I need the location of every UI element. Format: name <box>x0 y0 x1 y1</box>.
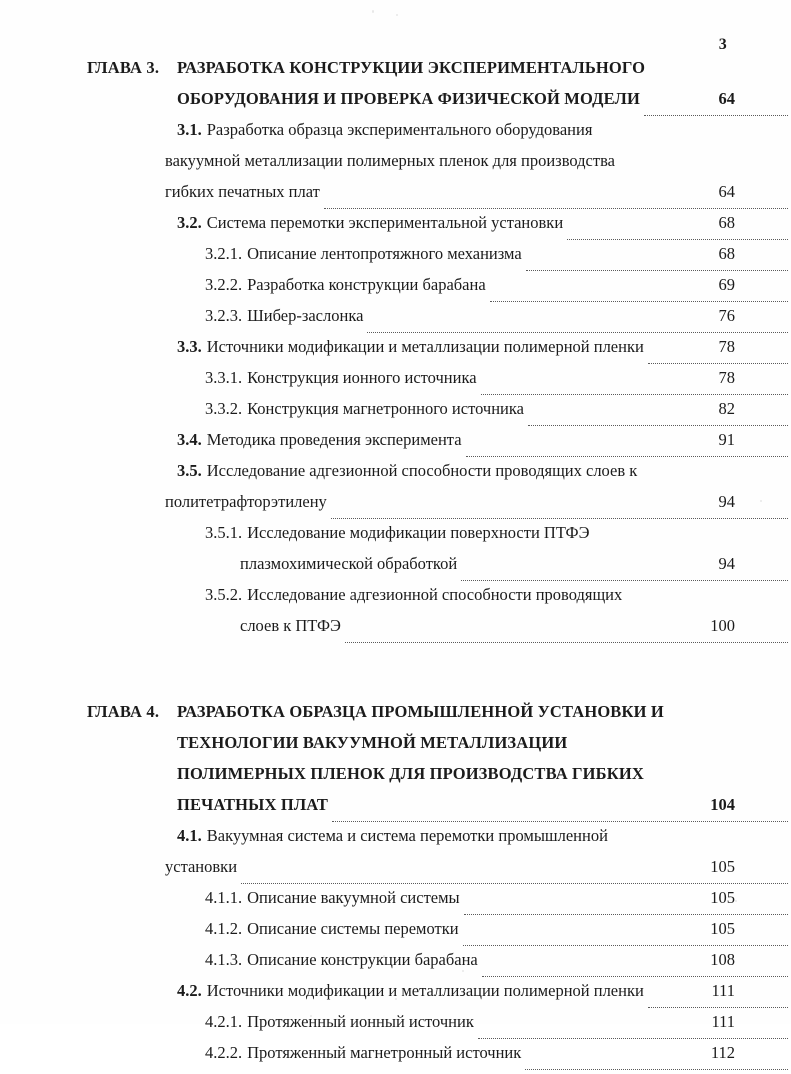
dot-leader <box>571 759 788 760</box>
dot-leader <box>644 114 788 116</box>
dot-leader <box>241 882 788 884</box>
toc-entry[interactable] <box>0 616 791 647</box>
dot-leader <box>567 238 788 240</box>
entry-number: 3.2.2. <box>205 275 243 294</box>
dot-leader <box>345 641 788 643</box>
toc-entry[interactable] <box>0 981 791 1012</box>
dot-leader <box>463 944 788 946</box>
entry-title: Описание системы перемотки <box>247 919 459 938</box>
entry-title: Методика проведения эксперимента <box>206 430 462 449</box>
dot-leader <box>332 820 788 822</box>
entry-page-number: 111 <box>711 1012 735 1031</box>
toc-entry[interactable] <box>0 337 791 368</box>
dot-leader <box>596 146 788 147</box>
entry-title: Разработка конструкции барабана <box>247 275 486 294</box>
toc-entry[interactable] <box>0 492 791 523</box>
scan-speckle <box>372 10 374 13</box>
entry-title: Описание конструкции барабана <box>247 950 478 969</box>
entry-page-number: 108 <box>710 950 735 969</box>
dot-leader <box>324 207 788 209</box>
entry-title: Исследование адгезионной способности проводящих слоев к <box>206 461 638 480</box>
entry-number: 4.1.3. <box>205 950 243 969</box>
toc-entry[interactable] <box>0 368 791 399</box>
entry-title: политетрафторэтилену <box>165 492 327 511</box>
dot-leader <box>641 487 788 488</box>
entry-number: 4.1.2. <box>205 919 243 938</box>
entry-number: 3.3.1. <box>205 368 243 387</box>
dot-leader <box>648 362 788 364</box>
entry-number: 3.5. <box>177 461 202 480</box>
toc-entry[interactable] <box>0 950 791 981</box>
entry-number: 3.3. <box>177 337 202 356</box>
dot-leader <box>482 975 788 977</box>
dot-leader <box>528 424 788 426</box>
entry-title: Разработка образца экспериментального оборудования <box>206 120 593 139</box>
dot-leader <box>526 269 788 271</box>
toc-entry[interactable] <box>0 585 791 616</box>
entry-number: 3.1. <box>177 120 202 139</box>
toc-entry[interactable] <box>0 702 791 733</box>
dot-leader <box>649 84 788 85</box>
entry-page-number: 105 <box>710 857 735 876</box>
entry-title: ОБОРУДОВАНИЯ И ПРОВЕРКА ФИЗИЧЕСКОЙ МОДЕЛИ <box>177 89 640 108</box>
toc-entry[interactable] <box>0 888 791 919</box>
dot-leader <box>464 913 788 915</box>
entry-page-number: 94 <box>718 492 735 511</box>
entry-page-number: 105 <box>710 888 735 907</box>
entry-title: Исследование модификации поверхности ПТФЭ <box>247 523 590 542</box>
dot-leader <box>619 177 788 178</box>
entry-title: ТЕХНОЛОГИИ ВАКУУМНОЙ МЕТАЛЛИЗАЦИИ <box>177 733 568 752</box>
toc-entry[interactable] <box>0 58 791 89</box>
toc-entry[interactable] <box>0 399 791 430</box>
entry-title: гибких печатных плат <box>165 182 320 201</box>
entry-page-number: 68 <box>718 213 735 232</box>
toc-entry[interactable] <box>0 1012 791 1043</box>
dot-leader <box>466 455 788 457</box>
entry-page-number: 112 <box>710 1043 735 1062</box>
entry-page-number: 111 <box>711 981 735 1000</box>
scan-speckle <box>396 14 398 16</box>
entry-page-number: 68 <box>718 244 735 263</box>
entry-number: 3.5.2. <box>205 585 243 604</box>
chapter-label: ГЛАВА 3. <box>87 58 160 77</box>
entry-title: Конструкция магнетронного источника <box>247 399 524 418</box>
entry-number: 4.1.1. <box>205 888 243 907</box>
dot-leader <box>478 1037 788 1039</box>
entry-page-number: 78 <box>718 368 735 387</box>
dot-leader <box>626 611 788 612</box>
entry-title: Система перемотки экспериментальной установки <box>206 213 564 232</box>
entry-title: вакуумной металлизации полимерных пленок для производства <box>165 151 615 170</box>
toc-entry[interactable] <box>0 1043 791 1074</box>
dot-leader <box>525 1068 788 1070</box>
entry-title: ПОЛИМЕРНЫХ ПЛЕНОК ДЛЯ ПРОИЗВОДСТВА ГИБКИХ <box>177 764 644 783</box>
toc-entry[interactable] <box>0 89 791 120</box>
entry-number: 4.2.2. <box>205 1043 243 1062</box>
toc-entry[interactable] <box>0 795 791 826</box>
entry-number: 4.2. <box>177 981 202 1000</box>
entry-title: плазмохимической обработкой <box>240 554 458 573</box>
entry-title: Протяженный магнетронный источник <box>247 1043 522 1062</box>
entry-title: Вакуумная система и система перемотки промышленной <box>206 826 608 845</box>
toc-entry[interactable] <box>0 764 791 795</box>
entry-title: установки <box>165 857 238 876</box>
chapter-spacer <box>0 647 791 702</box>
entry-number: 4.1. <box>177 826 202 845</box>
entry-title: Описание вакуумной системы <box>247 888 460 907</box>
dot-leader <box>481 393 788 395</box>
toc-entry[interactable] <box>0 213 791 244</box>
dot-leader <box>461 579 788 581</box>
dot-leader <box>648 790 788 791</box>
entry-number: 3.2.1. <box>205 244 243 263</box>
toc-entry[interactable] <box>0 554 791 585</box>
entry-number: 3.3.2. <box>205 399 243 418</box>
entry-page-number: 78 <box>718 337 735 356</box>
entry-title: слоев к ПТФЭ <box>240 616 341 635</box>
toc-entry[interactable] <box>0 733 791 764</box>
toc-entry[interactable] <box>0 430 791 461</box>
entry-page-number: 82 <box>718 399 735 418</box>
dot-leader <box>668 728 788 729</box>
entry-title: Источники модификации и металлизации полимерной пленки <box>206 337 644 356</box>
entry-page-number: 76 <box>718 306 735 325</box>
entry-page-number: 64 <box>718 182 735 201</box>
entry-title: Описание лентопротяжного механизма <box>247 244 522 263</box>
entry-page-number: 69 <box>718 275 735 294</box>
entry-title: ПЕЧАТНЫХ ПЛАТ <box>177 795 329 814</box>
entry-title: Шибер-заслонка <box>247 306 364 325</box>
toc-entry[interactable] <box>0 919 791 950</box>
entry-number: 3.4. <box>177 430 202 449</box>
toc-entry[interactable] <box>0 275 791 306</box>
toc-entry[interactable] <box>0 244 791 275</box>
dot-leader <box>367 331 788 333</box>
dot-leader <box>593 549 788 550</box>
entry-title: РАЗРАБОТКА КОНСТРУКЦИИ ЭКСПЕРИМЕНТАЛЬНОГО <box>177 58 646 77</box>
toc-entry[interactable] <box>0 151 791 182</box>
toc-entry[interactable] <box>0 826 791 857</box>
entry-title: Протяженный ионный источник <box>247 1012 474 1031</box>
entry-title: РАЗРАБОТКА ОБРАЗЦА ПРОМЫШЛЕННОЙ УСТАНОВКИ И <box>177 702 664 721</box>
toc-entry[interactable] <box>0 523 791 554</box>
entry-page-number: 104 <box>710 795 735 814</box>
entry-number: 4.2.1. <box>205 1012 243 1031</box>
entry-title: Источники модификации и металлизации полимерной пленки <box>206 981 644 1000</box>
entry-page-number: 100 <box>710 616 735 635</box>
dot-leader <box>612 852 788 853</box>
entry-number: 3.2.3. <box>205 306 243 325</box>
entry-number: 3.2. <box>177 213 202 232</box>
dot-leader <box>331 517 788 519</box>
toc-entry[interactable] <box>0 306 791 337</box>
entry-page-number: 105 <box>710 919 735 938</box>
entry-page-number: 64 <box>718 89 735 108</box>
entry-title: Исследование адгезионной способности проводящих <box>247 585 623 604</box>
entry-number: 3.5.1. <box>205 523 243 542</box>
dot-leader <box>648 1006 788 1008</box>
dot-leader <box>490 300 788 302</box>
toc-entry[interactable] <box>0 182 791 213</box>
entry-page-number: 94 <box>718 554 735 573</box>
toc-entry[interactable] <box>0 857 791 888</box>
toc-entry[interactable] <box>0 120 791 151</box>
table-of-contents <box>0 58 791 1074</box>
chapter-label: ГЛАВА 4. <box>87 702 160 721</box>
entry-title: Конструкция ионного источника <box>247 368 477 387</box>
page-number: 3 <box>718 36 727 53</box>
entry-page-number: 91 <box>718 430 735 449</box>
toc-entry[interactable] <box>0 461 791 492</box>
